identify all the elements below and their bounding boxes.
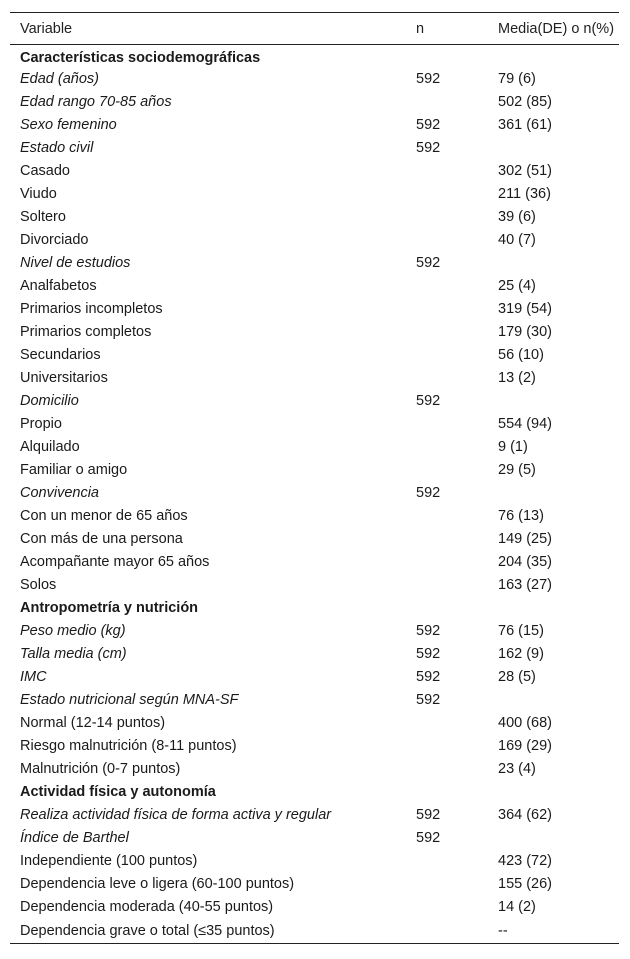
cell-value: 76 (15) bbox=[498, 623, 544, 639]
cell-n: 592 bbox=[416, 807, 441, 823]
table-header bbox=[10, 13, 619, 45]
table-row bbox=[10, 689, 619, 712]
cell-n bbox=[406, 873, 488, 896]
cell-n bbox=[406, 505, 488, 528]
cell-value bbox=[488, 597, 619, 620]
cell-value bbox=[488, 781, 619, 804]
cell-value: 155 (26) bbox=[498, 876, 553, 892]
cell-value: 364 (62) bbox=[498, 807, 553, 823]
section-row bbox=[10, 781, 619, 804]
table-row bbox=[10, 505, 619, 528]
cell-value: 29 (5) bbox=[498, 462, 536, 478]
section-row bbox=[10, 45, 619, 68]
cell-value: 23 (4) bbox=[498, 761, 536, 777]
cell-variable: Estado civil bbox=[20, 140, 94, 156]
cell-n bbox=[406, 298, 488, 321]
table-row bbox=[10, 919, 619, 944]
table-row bbox=[10, 574, 619, 597]
table-row bbox=[10, 275, 619, 298]
table-body bbox=[10, 45, 619, 944]
cell-n bbox=[406, 183, 488, 206]
cell-variable: Dependencia moderada (40-55 puntos) bbox=[20, 899, 274, 915]
cell-n bbox=[406, 367, 488, 390]
table-row bbox=[10, 298, 619, 321]
cell-value bbox=[488, 689, 619, 712]
cell-variable: Antropometría y nutrición bbox=[20, 600, 199, 616]
cell-n bbox=[406, 160, 488, 183]
table-row bbox=[10, 896, 619, 919]
table-row bbox=[10, 735, 619, 758]
cell-n: 592 bbox=[416, 669, 441, 685]
cell-value: 554 (94) bbox=[498, 416, 553, 432]
cell-value: 25 (4) bbox=[498, 278, 536, 294]
header-n: n bbox=[406, 13, 488, 45]
cell-n bbox=[406, 574, 488, 597]
table-row bbox=[10, 91, 619, 114]
cell-value: 361 (61) bbox=[498, 117, 553, 133]
table-row bbox=[10, 321, 619, 344]
table-row bbox=[10, 712, 619, 735]
cell-n: 592 bbox=[416, 393, 441, 409]
cell-variable: Dependencia leve o ligera (60-100 puntos) bbox=[20, 876, 295, 892]
cell-variable: Características sociodemográficas bbox=[20, 49, 261, 66]
cell-n bbox=[406, 344, 488, 367]
table-row bbox=[10, 528, 619, 551]
cell-n bbox=[406, 436, 488, 459]
cell-n: 592 bbox=[416, 623, 441, 639]
cell-n bbox=[406, 919, 488, 944]
cell-variable: Independiente (100 puntos) bbox=[20, 853, 198, 869]
cell-variable: Con un menor de 65 años bbox=[20, 508, 188, 524]
cell-value bbox=[488, 390, 619, 413]
cell-n: 592 bbox=[416, 255, 441, 271]
cell-value: 423 (72) bbox=[498, 853, 553, 869]
table-row bbox=[10, 137, 619, 160]
table-row bbox=[10, 666, 619, 689]
header-value: Media(DE) o n(%) bbox=[488, 13, 619, 45]
cell-value: 302 (51) bbox=[498, 163, 553, 179]
cell-value: 163 (27) bbox=[498, 577, 553, 593]
cell-value: 149 (25) bbox=[498, 531, 553, 547]
cell-variable: Viudo bbox=[20, 186, 57, 202]
table-row bbox=[10, 229, 619, 252]
cell-n bbox=[406, 735, 488, 758]
cell-n bbox=[406, 528, 488, 551]
cell-n bbox=[406, 91, 488, 114]
cell-value: 204 (35) bbox=[498, 554, 553, 570]
cell-variable: Talla media (cm) bbox=[20, 646, 127, 662]
table-row bbox=[10, 459, 619, 482]
cell-variable: Primarios incompletos bbox=[20, 301, 163, 317]
cell-value bbox=[488, 827, 619, 850]
cell-variable: Solos bbox=[20, 577, 57, 593]
cell-value bbox=[488, 137, 619, 160]
cell-value: 56 (10) bbox=[498, 347, 544, 363]
cell-n: 592 bbox=[416, 830, 441, 846]
cell-value: 13 (2) bbox=[498, 370, 536, 386]
table-row bbox=[10, 252, 619, 275]
cell-n: 592 bbox=[416, 140, 441, 156]
cell-n bbox=[406, 781, 488, 804]
table-row bbox=[10, 551, 619, 574]
cell-variable: Alquilado bbox=[20, 439, 80, 455]
cell-variable: Secundarios bbox=[20, 347, 101, 363]
table-row bbox=[10, 413, 619, 436]
table-row bbox=[10, 183, 619, 206]
cell-variable: Índice de Barthel bbox=[20, 830, 129, 846]
cell-value: 319 (54) bbox=[498, 301, 553, 317]
cell-n bbox=[406, 850, 488, 873]
cell-n bbox=[406, 896, 488, 919]
cell-n bbox=[406, 551, 488, 574]
cell-value: 40 (7) bbox=[498, 232, 536, 248]
cell-value: 28 (5) bbox=[498, 669, 536, 685]
table-row bbox=[10, 367, 619, 390]
table-row bbox=[10, 804, 619, 827]
section-row bbox=[10, 597, 619, 620]
cell-variable: Normal (12-14 puntos) bbox=[20, 715, 166, 731]
cell-variable: Soltero bbox=[20, 209, 66, 225]
cell-n bbox=[406, 45, 488, 68]
cell-n bbox=[406, 758, 488, 781]
cell-value: -- bbox=[488, 919, 619, 944]
cell-n bbox=[406, 321, 488, 344]
table-row bbox=[10, 160, 619, 183]
cell-n bbox=[406, 229, 488, 252]
cell-variable: Propio bbox=[20, 416, 62, 432]
cell-n: 592 bbox=[416, 646, 441, 662]
cell-n: 592 bbox=[416, 117, 441, 133]
cell-value: 76 (13) bbox=[498, 508, 544, 524]
table-row bbox=[10, 827, 619, 850]
cell-variable: Actividad física y autonomía bbox=[20, 784, 216, 800]
cell-value: 9 (1) bbox=[498, 439, 528, 455]
table-row bbox=[10, 344, 619, 367]
cell-value: 162 (9) bbox=[498, 646, 544, 662]
cell-value: 502 (85) bbox=[498, 94, 553, 110]
cell-n: 592 bbox=[416, 71, 441, 87]
cell-n bbox=[406, 712, 488, 735]
data-table bbox=[10, 12, 619, 944]
cell-value: 39 (6) bbox=[498, 209, 536, 225]
cell-variable: Divorciado bbox=[20, 232, 89, 248]
table-row bbox=[10, 114, 619, 137]
cell-variable: Domicilio bbox=[20, 393, 79, 409]
cell-variable: Primarios completos bbox=[20, 324, 152, 340]
cell-variable: Con más de una persona bbox=[20, 531, 183, 547]
cell-value bbox=[488, 45, 619, 68]
cell-value bbox=[488, 482, 619, 505]
table-row bbox=[10, 758, 619, 781]
table-row bbox=[10, 436, 619, 459]
table-row bbox=[10, 390, 619, 413]
cell-variable: Peso medio (kg) bbox=[20, 623, 126, 639]
cell-variable: Dependencia grave o total (≤35 puntos) bbox=[10, 919, 406, 944]
table-row bbox=[10, 482, 619, 505]
table-row bbox=[10, 643, 619, 666]
cell-variable: Familiar o amigo bbox=[20, 462, 128, 478]
cell-variable: Realiza actividad física de forma activa y regular bbox=[20, 807, 332, 823]
table-row bbox=[10, 850, 619, 873]
cell-n bbox=[406, 413, 488, 436]
cell-n bbox=[406, 597, 488, 620]
cell-n: 592 bbox=[416, 692, 441, 708]
cell-n bbox=[406, 459, 488, 482]
cell-n bbox=[406, 206, 488, 229]
cell-variable: Sexo femenino bbox=[20, 117, 117, 133]
cell-variable: Casado bbox=[20, 163, 70, 179]
cell-value: 14 (2) bbox=[498, 899, 536, 915]
cell-value: 179 (30) bbox=[498, 324, 553, 340]
cell-value: 79 (6) bbox=[498, 71, 536, 87]
table-row bbox=[10, 206, 619, 229]
cell-variable: Universitarios bbox=[20, 370, 108, 386]
table-row bbox=[10, 873, 619, 896]
cell-variable: Nivel de estudios bbox=[20, 255, 131, 271]
cell-value: 211 (36) bbox=[498, 186, 551, 202]
header-variable: Variable bbox=[10, 13, 406, 45]
cell-variable: Edad (años) bbox=[20, 71, 99, 87]
header-row bbox=[10, 13, 619, 45]
cell-value: 400 (68) bbox=[498, 715, 553, 731]
cell-variable: Malnutrición (0-7 puntos) bbox=[20, 761, 181, 777]
cell-value: 169 (29) bbox=[498, 738, 553, 754]
table-row bbox=[10, 620, 619, 643]
cell-variable: IMC bbox=[20, 669, 47, 685]
cell-variable: Analfabetos bbox=[20, 278, 97, 294]
cell-n: 592 bbox=[416, 485, 441, 501]
cell-variable: Acompañante mayor 65 años bbox=[20, 554, 210, 570]
cell-variable: Riesgo malnutrición (8-11 puntos) bbox=[20, 738, 237, 754]
cell-variable: Convivencia bbox=[20, 485, 99, 501]
cell-n bbox=[406, 275, 488, 298]
cell-value bbox=[488, 252, 619, 275]
cell-variable: Estado nutricional según MNA-SF bbox=[20, 692, 239, 708]
table-row bbox=[10, 68, 619, 91]
cell-variable: Edad rango 70-85 años bbox=[20, 94, 172, 110]
